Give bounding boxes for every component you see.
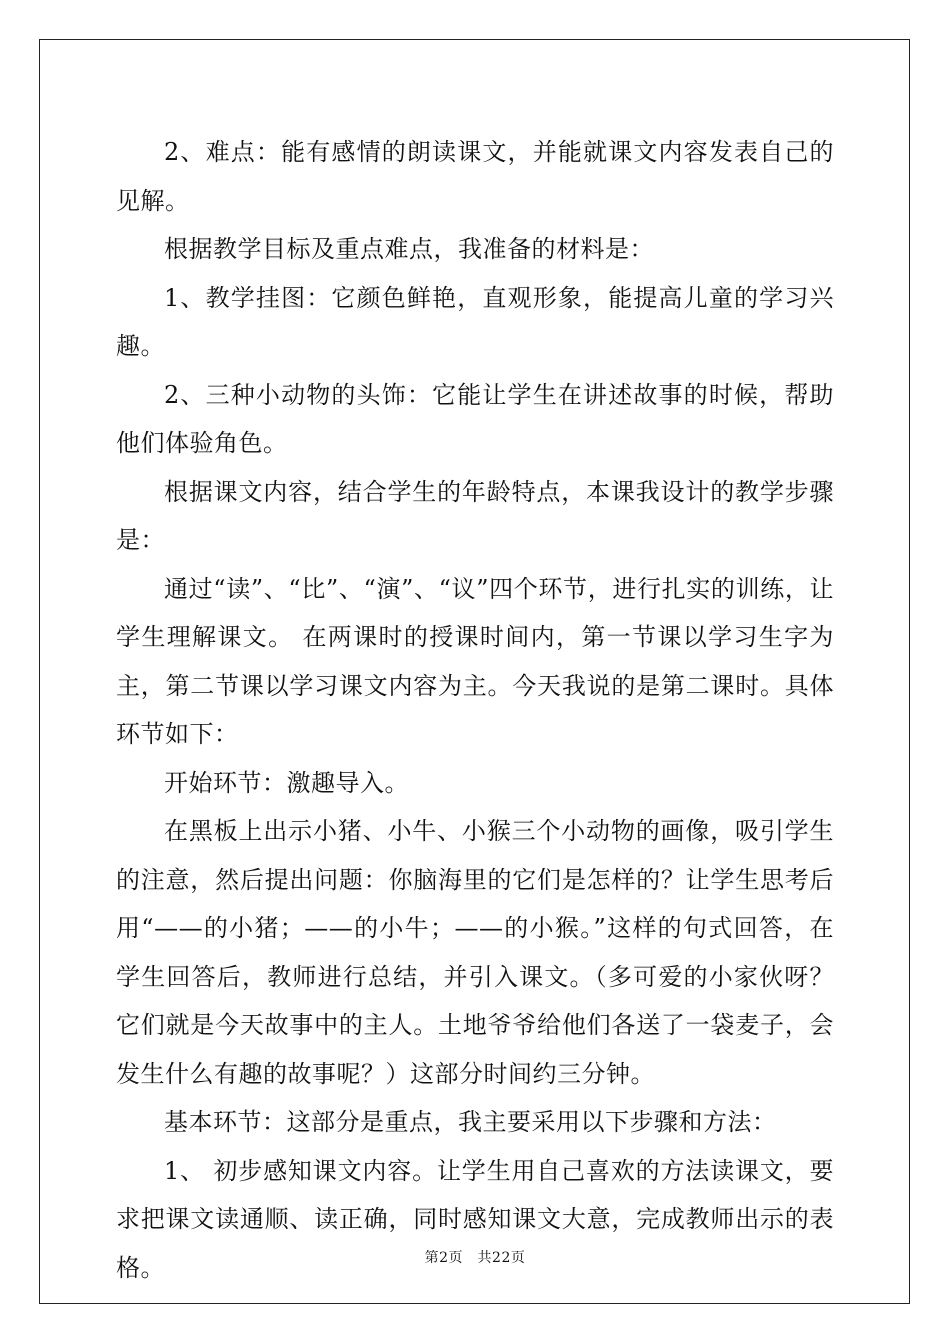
paragraph-material-headwear: 2、三种小动物的头饰：它能让学生在讲述故事的时候，帮助他们体验角色。 xyxy=(116,380,834,457)
paragraph-four-stages: 通过“读”、“比”、“演”、“议”四个环节，进行扎实的训练，让学生理解课文。 在两课时的授课时间内，第一节课以学习生字为主，第二节课以学习课文内容为主。今天我说的是第二课时。具体环节如下： xyxy=(116,574,834,748)
paragraph-step-one: 1、 初步感知课文内容。让学生用自己喜欢的方法读课文，要求把课文读通顺、读正确，同时感知课文大意，完成教师出示的表格。 xyxy=(116,1156,834,1282)
paragraph-steps-intro: 根据课文内容，结合学生的年龄特点，本课我设计的教学步骤是： xyxy=(116,477,834,554)
paragraph-material-wallchart: 1、教学挂图：它颜色鲜艳，直观形象，能提高儿童的学习兴趣。 xyxy=(116,283,834,360)
paragraph-materials-intro: 根据教学目标及重点难点，我准备的材料是： xyxy=(164,235,654,263)
paragraph-basic-stage: 基本环节：这部分是重点，我主要采用以下步骤和方法： xyxy=(164,1108,777,1136)
paragraph-difficulty: 2、难点：能有感情的朗读课文，并能就课文内容发表自己的见解。 xyxy=(116,138,834,215)
document-body xyxy=(116,128,834,1292)
paragraph-opening-stage: 开始环节：激趣导入。 xyxy=(164,768,409,797)
page-number-footer: 第2页 共22页 xyxy=(424,1250,526,1266)
paragraph-opening-detail: 在黑板上出示小猪、小牛、小猴三个小动物的画像，吸引学生的注意，然后提出问题：你脑海里的它们是怎样的？让学生思考后用“——的小猪；——的小牛；——的小猴。”这样的句式回答，在学生回答后，教师进行总结，并引入课文。（多可爱的小家伙呀？它们就是今天故事中的主人。土地爷爷给他们各送了一袋麦子，会发生什么有趣的故事呢？）这部分时间约三分钟。 xyxy=(116,817,834,1088)
